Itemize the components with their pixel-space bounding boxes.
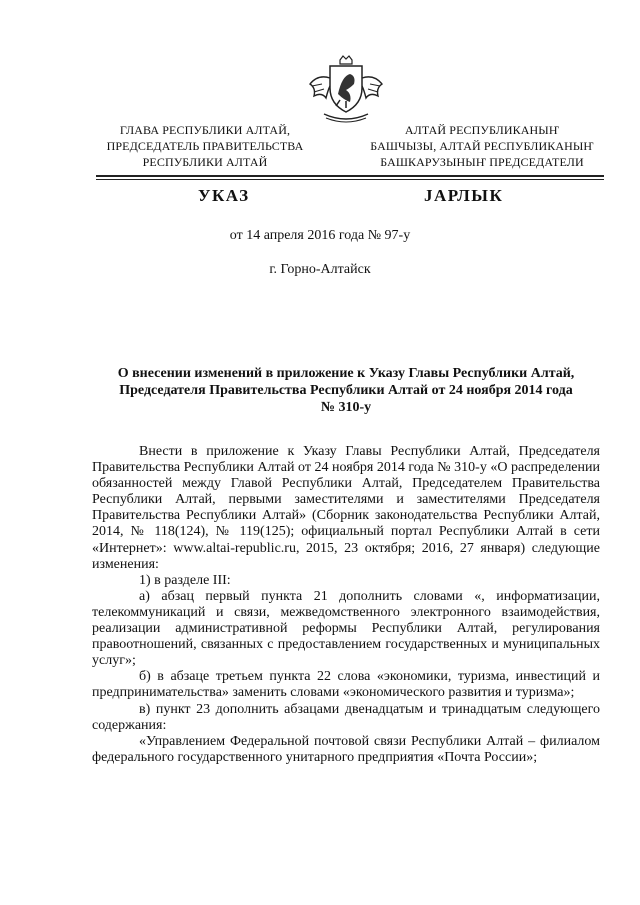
header-left-line: ПРЕДСЕДАТЕЛЬ ПРАВИТЕЛЬСТВА [106, 139, 304, 153]
header-right-authority [362, 122, 602, 170]
body-paragraph: «Управлением Федеральной почтовой связи Республики Алтай – филиалом федерального государственного унитарного предприятия «Почта России»; [92, 733, 600, 765]
coat-of-arms-griffin-icon [300, 54, 392, 126]
header-divider-thick [96, 175, 604, 177]
header-left-line: ГЛАВА РЕСПУБЛИКИ АЛТАЙ, [119, 123, 291, 137]
body-paragraph: б) в абзаце третьем пункта 22 слова «экономики, туризма, инвестиций и предпринимательства» заменить словами «экономического развития и туризма»; [92, 669, 600, 701]
subject-line: О внесении изменений в приложение к Указу Главы Республики Алтай, [117, 366, 575, 381]
subject-line: № 310-у [320, 400, 372, 415]
document-city: г. Горно-Алтайск [269, 262, 371, 277]
document-subject [92, 365, 600, 416]
body-paragraph: а) абзац первый пункта 21 дополнить словами «, информатизации, телекоммуникаций и связи, межведомственного электронного взаимодействия, реализации административной реформы Республики Алтай, регулирования правоотношений, связанных с предоставлением государственных и муниципальных услуг»; [92, 588, 600, 669]
header-right-line: БАШКАРУЗЫНЫҤ ПРЕДСЕДАТЕЛИ [380, 155, 584, 169]
body-paragraph: Внести в приложение к Указу Главы Республики Алтай, Председателя Правительства Республики Алтай от 24 ноября 2014 года № 310-у «О распределении обязанностей между Главой Республики Алтай, Председателем Правительства Республики Алтай, первыми заместителями и заместителями Председателя Правительства Республики Алтай» (Сборник законодательства Республики Алтай, 2014, № 118(124), № 119(125); официальный портал Республики Алтай в сети «Интернет»: www.altai-republic.ru, 2015, 23 октября; 2016, 27 января) следующие изменения: [92, 444, 600, 572]
body-paragraph: в) пункт 23 дополнить абзацами двенадцатым и тринадцатым следующего содержания: [92, 701, 600, 733]
subject-line: Председателя Правительства Республики Алтай от 24 ноября 2014 года [119, 383, 573, 398]
header-left-line: РЕСПУБЛИКИ АЛТАЙ [142, 155, 268, 169]
header-right-line: БАШЧЫЗЫ, АЛТАЙ РЕСПУБЛИКАНЫҤ [370, 139, 594, 153]
document-body [92, 444, 600, 766]
header-left-authority [100, 122, 310, 170]
body-paragraph: 1) в разделе III: [139, 572, 231, 588]
document-title-russian: УКАЗ [198, 186, 250, 205]
header-right-line: АЛТАЙ РЕСПУБЛИКАНЫҤ [404, 123, 560, 137]
document-date: от 14 апреля 2016 года № 97-у [229, 228, 411, 243]
coat-of-arms-emblem [300, 54, 392, 126]
header-divider-thin [96, 179, 604, 180]
document-title-altai: JАРЛЫК [424, 186, 504, 205]
